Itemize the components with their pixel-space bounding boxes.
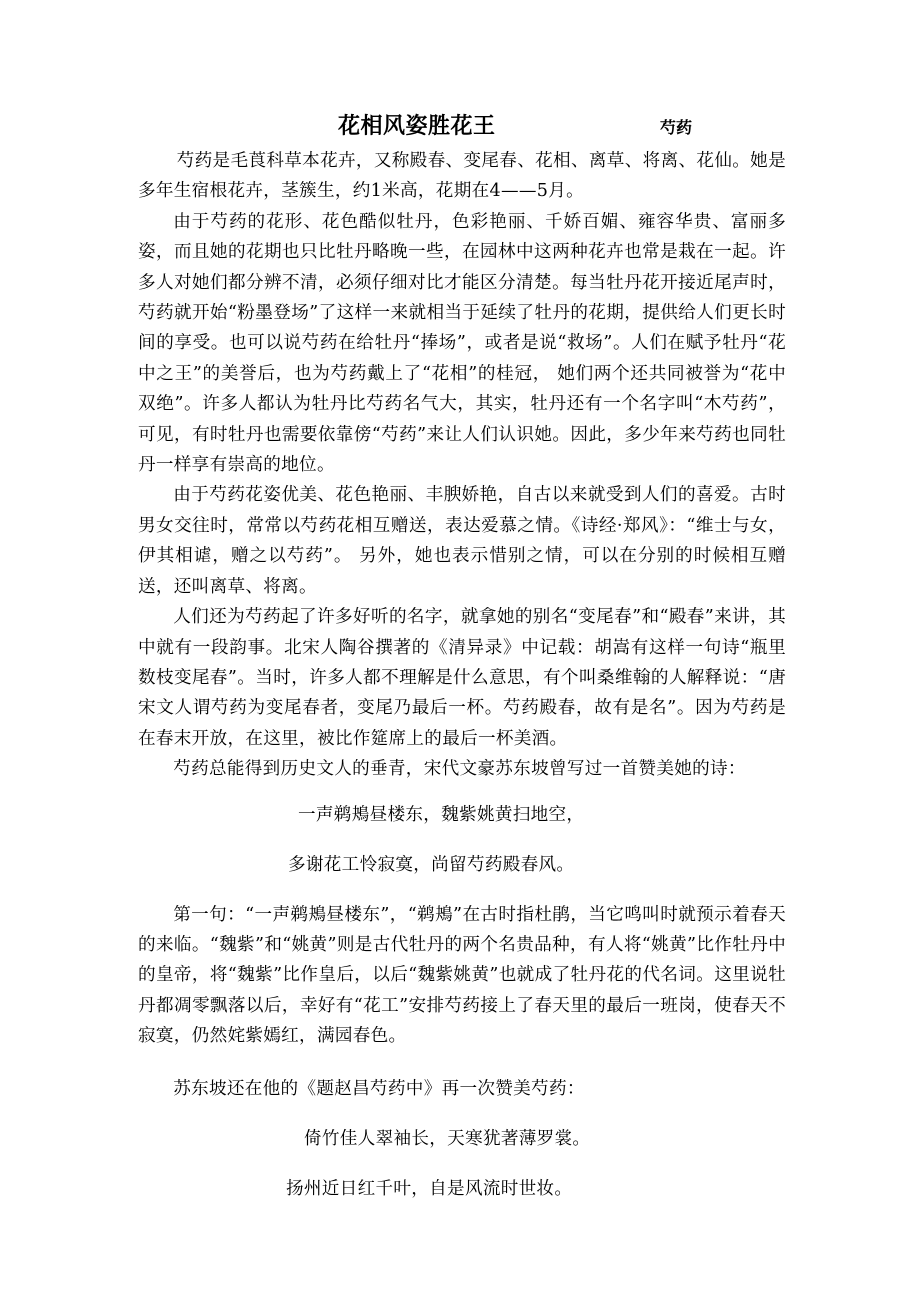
paragraph-comparison: 由于芍药的花形、花色酷似牡丹，色彩艳丽、千娇百媚、雍容华贵、富丽多姿，而且她的花期也只比牡丹略晚一些，在园林中这两种花卉也常是栽在一起。许多人对她们都分辨不清，必须仔细对比才能区分清楚。每当牡丹花开接近尾声时，芍药就开始“粉墨登场”了这样一来就相当于延续了牡丹的花期，提供给人们更长时间的享受。也可以说芍药在给牡丹“捧场”，或者是说“救场”。人们在赋予牡丹“花中之王”的美誉后，也为芍药戴上了“花相”的桂冠， 她们两个还共同被誉为“花中双绝”。许多人都认为牡丹比芍药名气大，其实，牡丹还有一个名字叫“木芍药”，可见，有时牡丹也需要依靠傍“芍药”来让人们认识她。因此，多少年来芍药也同牡丹一样享有崇高的地位。 (138, 211, 786, 476)
paragraph-gift: 由于芍药花姿优美、花色艳丽、丰腴娇艳，自古以来就受到人们的喜爱。古时男女交往时，常常以芍药花相互赠送，表达爱慕之情。《诗经·郑风》：“维士与女，伊其相谑，赠之以芍药”。 另外，她也表示惜别之情，可以在分别的时候相互赠送，还叫离草、将离。 (138, 485, 786, 597)
paragraph-sudongpo-intro: 苏东坡还在他的《题赵昌芍药中》再一次赞美芍药： (173, 1078, 585, 1099)
poem-line: 倚竹佳人翠袖长，天寒犹著薄罗裳。 (304, 1128, 591, 1149)
title-row (138, 108, 786, 144)
document-title: 花相风姿胜花王 (338, 113, 496, 139)
paragraph-explanation: 第一句：“一声鹈鴂昼楼东”，“鹈鴂”在古时指杜鹃，当它鸣叫时就预示着春天的来临。“魏紫”和“姚黄”则是古代牡丹的两个名贵品种，有人将“姚黄”比作牡丹中的皇帝，将“魏紫”比作皇后，以后“魏紫姚黄”也就成了牡丹花的代名词。这里说牡丹都凋零飘落以后，幸好有“花工”安排芍药接上了春天里的最后一班岗，使春天不寂寞，仍然姹紫嫣红，满园春色。 (138, 904, 786, 1047)
paragraph-intro: 芍药是毛莨科草本花卉，又称殿春、变尾春、花相、离草、将离、花仙。她是多年生宿根花卉，茎簇生，约1米高，花期在4——5月。 (138, 151, 786, 202)
paragraph-names: 人们还为芍药起了许多好听的名字，就拿她的别名“变尾春”和“殿春”来讲，其中就有一段韵事。北宋人陶谷撰著的《清异录》中记载：胡嵩有这样一句诗“瓶里数枝变尾春”。当时，许多人都不理解是什么意思，有个叫桑维翰的人解释说：“唐宋文人谓芍药为变尾春者，变尾乃最后一杯。芍药殿春，故有是名”。因为芍药是在春末开放，在这里，被比作筵席上的最后一杯美酒。 (138, 607, 786, 749)
poem-line: 扬州近日红千叶，自是风流时世妆。 (286, 1178, 573, 1199)
poem-line: 多谢花工怜寂寞，尚留芍药殿春风。 (288, 854, 575, 875)
paragraph-poets: 芍药总能得到历史文人的垂青，宋代文豪苏东坡曾写过一首赞美她的诗： (173, 759, 746, 780)
document-page (138, 108, 786, 1204)
document-subtitle: 芍药 (660, 118, 693, 137)
poem-line: 一声鹈鴂昼楼东，魏紫姚黄扫地空， (298, 804, 585, 825)
